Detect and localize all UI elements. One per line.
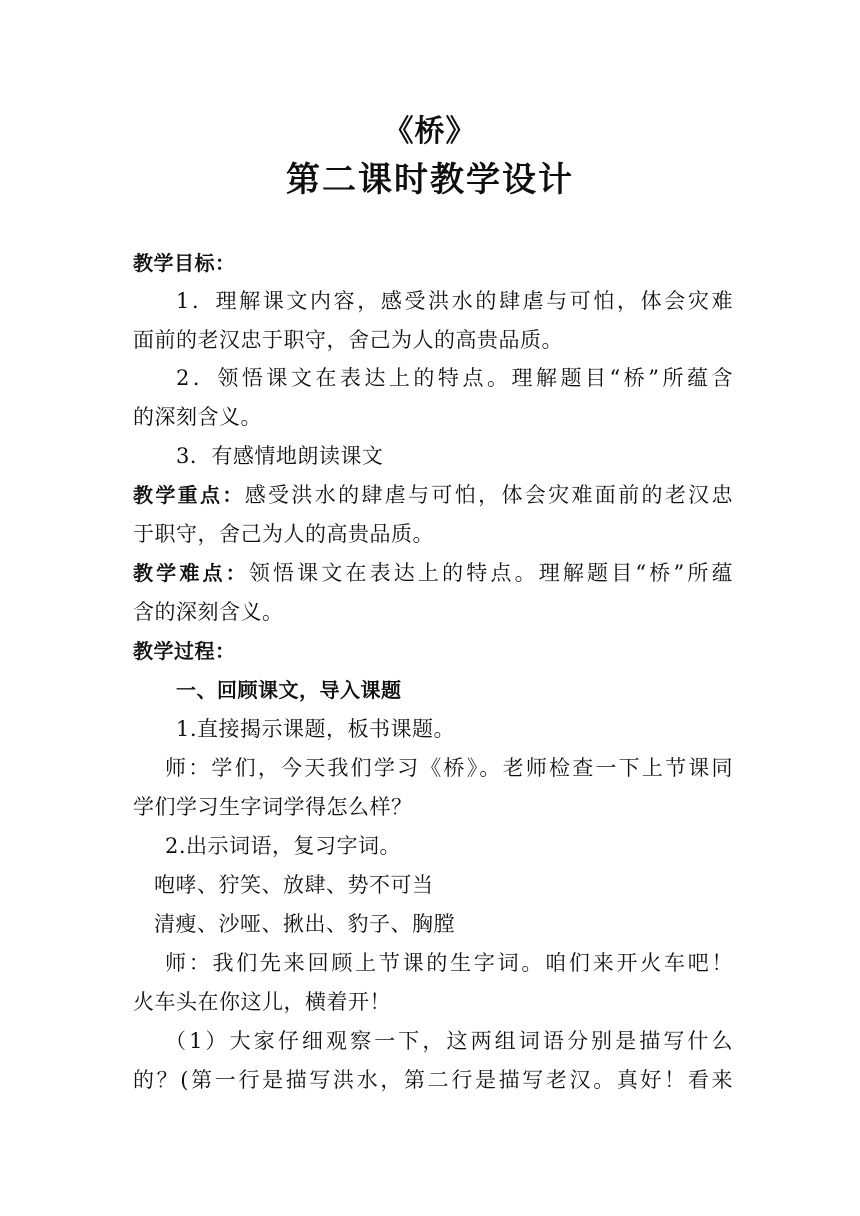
process-heading: 教学过程：	[133, 639, 236, 663]
key-point-text: 感受洪水的肆虐与可怕，体会灾难面前的老汉忠	[244, 483, 733, 507]
teacher-1-line-1: 师：学们，今天我们学习《桥》。老师检查一下上节课同	[165, 756, 733, 780]
document-subtitle: 第二课时教学设计	[286, 160, 574, 200]
question-1-line-1: （1）大家仔细观察一下，这两组词语分别是描写什么	[165, 1029, 733, 1053]
objectives-heading: 教学目标：	[133, 251, 236, 275]
word-group-1: 咆哮、狞笑、放肆、势不可当	[154, 873, 434, 897]
teacher-1-line-2: 学们学习生字词学得怎么样？	[133, 795, 413, 819]
objective-2-line-1: 2．领悟课文在表达上的特点。理解题目“桥”所蕴含	[176, 366, 733, 390]
key-point-label: 教学重点：	[133, 483, 245, 507]
step-2: 2.出示词语，复习字词。	[165, 834, 402, 858]
section-1-heading: 一、回顾课文，导入课题	[176, 678, 402, 702]
key-point-line-1	[133, 480, 733, 510]
difficult-point-line-2: 含的深刻含义。	[133, 600, 284, 624]
objective-1-line-1: 1．理解课文内容，感受洪水的肆虐与可怕，体会灾难	[176, 289, 733, 313]
key-point-line-2: 于职守，舍己为人的高贵品质。	[133, 522, 434, 546]
teacher-2-line-1: 师：我们先来回顾上节课的生字词。咱们来开火车吧！	[165, 951, 733, 975]
difficult-point-line-1	[133, 558, 733, 588]
document-title: 《桥》	[383, 114, 477, 149]
question-1-line-2: 的？(第一行是描写洪水，第二行是描写老汉。真好！看来	[133, 1068, 733, 1092]
objective-3: 3．有感情地朗读课文	[176, 444, 384, 468]
objective-1-line-2: 面前的老汉忠于职守，舍己为人的高贵品质。	[133, 328, 563, 352]
teacher-2-line-2: 火车头在你这儿，横着开！	[133, 990, 391, 1014]
difficult-point-text: 领悟课文在表达上的特点。理解题目“桥”所蕴	[248, 561, 733, 585]
difficult-point-label: 教学难点：	[133, 561, 249, 585]
word-group-2: 清瘦、沙哑、揪出、豹子、胸膛	[154, 912, 455, 936]
objective-2-line-2: 的深刻含义。	[133, 405, 262, 429]
step-1: 1.直接揭示课题，板书课题。	[176, 717, 456, 741]
